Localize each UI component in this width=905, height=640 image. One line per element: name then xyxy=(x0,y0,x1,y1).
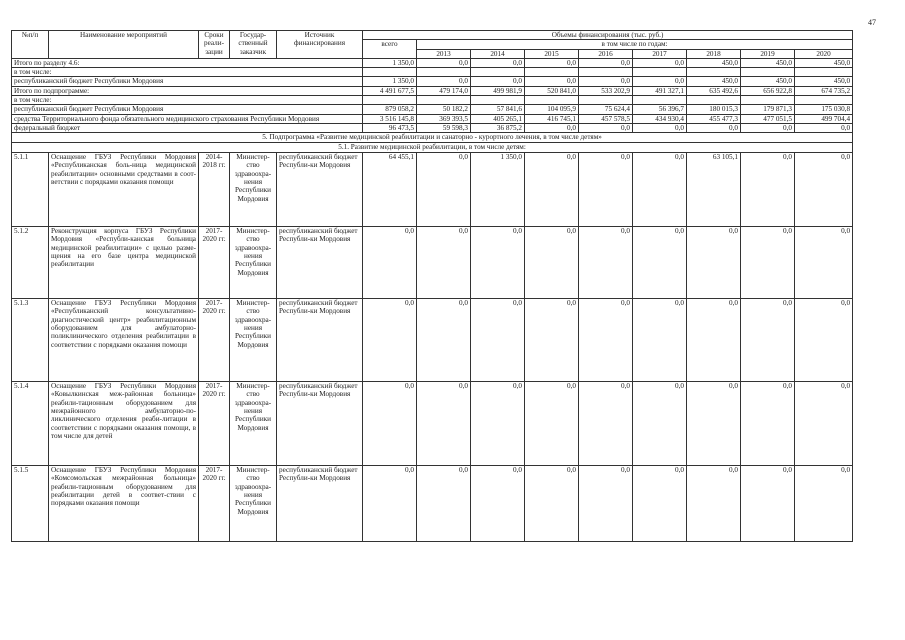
header-year: 2014 xyxy=(471,49,525,58)
summary-value: 457 578,5 xyxy=(579,114,633,123)
item-value: 0,0 xyxy=(471,227,525,299)
item-name: Оснащение ГБУЗ Республики Мордовия «Ковылкинская меж-районная больница» реабили-тационным оборудованием для межрайонного амбулаторно-по-ликлинического отделения реаби-литации в соответствии с порядками оказания помощи, в том числе для детей xyxy=(49,382,199,466)
summary-value: 455 477,3 xyxy=(687,114,741,123)
summary-value: 477 051,5 xyxy=(741,114,795,123)
item-source: республиканский бюджет Республи-ки Мордовия xyxy=(277,299,363,382)
item-value: 0,0 xyxy=(795,382,853,466)
item-customer: Министер-ство здравоохра-нения Республики Мордовия xyxy=(230,382,277,466)
item-customer: Министер-ство здравоохра-нения Республики Мордовия xyxy=(230,299,277,382)
item-value: 0,0 xyxy=(795,153,853,227)
header-by-year: в том числе по годам: xyxy=(417,40,853,49)
header-source: Источник финансирования xyxy=(277,31,363,59)
header-year: 2019 xyxy=(741,49,795,58)
item-total: 64 455,1 xyxy=(363,153,417,227)
summary-value xyxy=(417,95,471,104)
item-value: 0,0 xyxy=(525,227,579,299)
summary-value: 180 015,3 xyxy=(687,105,741,114)
summary-value: 491 327,1 xyxy=(633,86,687,95)
header-num: №п/п xyxy=(12,31,49,59)
summary-value: 0,0 xyxy=(795,123,853,132)
item-customer: Министер-ство здравоохра-нения Республики Мордовия xyxy=(230,153,277,227)
table-row xyxy=(12,466,853,542)
header-year: 2015 xyxy=(525,49,579,58)
summary-label: в том числе: xyxy=(12,95,363,104)
summary-value: 656 922,8 xyxy=(741,86,795,95)
item-value: 0,0 xyxy=(741,227,795,299)
item-value: 0,0 xyxy=(579,299,633,382)
item-value: 0,0 xyxy=(525,382,579,466)
summary-value: 499 704,4 xyxy=(795,114,853,123)
item-value: 0,0 xyxy=(687,382,741,466)
summary-value: 0,0 xyxy=(525,77,579,86)
summary-value xyxy=(741,68,795,77)
section-5-title: 5. Подпрограмма «Развитие медицинской реабилитации и санаторно - курортного лечения, в том числе детям» xyxy=(12,133,853,143)
summary-label: федеральный бюджет xyxy=(12,123,363,132)
item-source: республиканский бюджет Республи-ки Мордовия xyxy=(277,466,363,542)
item-value: 0,0 xyxy=(579,466,633,542)
summary-value: 416 745,1 xyxy=(525,114,579,123)
item-value: 0,0 xyxy=(633,299,687,382)
item-terms: 2017-2020 гг. xyxy=(199,227,230,299)
item-number: 5.1.1 xyxy=(12,153,49,227)
section-row xyxy=(12,133,853,143)
summary-label: республиканский бюджет Республики Мордовия xyxy=(12,105,363,114)
summary-value: 479 174,0 xyxy=(417,86,471,95)
summary-total xyxy=(363,68,417,77)
item-number: 5.1.4 xyxy=(12,382,49,466)
summary-value xyxy=(633,95,687,104)
summary-label: в том числе: xyxy=(12,68,363,77)
summary-row xyxy=(12,58,853,67)
item-value: 0,0 xyxy=(633,466,687,542)
summary-value: 674 735,2 xyxy=(795,86,853,95)
item-value: 0,0 xyxy=(471,299,525,382)
summary-label: республиканский бюджет Республики Мордовия xyxy=(12,77,363,86)
header-total: всего xyxy=(363,40,417,59)
item-value: 0,0 xyxy=(417,466,471,542)
summary-total: 1 350,0 xyxy=(363,77,417,86)
table-row xyxy=(12,153,853,227)
summary-value: 533 202,9 xyxy=(579,86,633,95)
summary-row xyxy=(12,68,853,77)
summary-total: 96 473,5 xyxy=(363,123,417,132)
summary-value: 450,0 xyxy=(687,77,741,86)
summary-value: 0,0 xyxy=(525,123,579,132)
item-name: Оснащение ГБУЗ Республики Мордовия «Республиканский консультативно-диагностический центр» реабилитационным оборудованием для амбулаторно-поликлинического отделения реабилитации в соответствии с порядками оказания помощи xyxy=(49,299,199,382)
section-5-1-title: 5.1. Развитие медицинской реабилитации, в том числе детям: xyxy=(12,143,853,153)
summary-value: 0,0 xyxy=(579,58,633,67)
header-year: 2017 xyxy=(633,49,687,58)
item-value: 0,0 xyxy=(579,227,633,299)
header-year: 2016 xyxy=(579,49,633,58)
item-value: 0,0 xyxy=(471,382,525,466)
page-number: 47 xyxy=(868,18,876,27)
summary-value: 0,0 xyxy=(633,123,687,132)
item-value: 0,0 xyxy=(633,227,687,299)
item-customer: Министер-ство здравоохра-нения Республики Мордовия xyxy=(230,466,277,542)
summary-value: 450,0 xyxy=(741,77,795,86)
summary-label: Итого по разделу 4.6: xyxy=(12,58,363,67)
header-terms: Сроки реали-зации xyxy=(199,31,230,59)
item-number: 5.1.3 xyxy=(12,299,49,382)
summary-value: 0,0 xyxy=(417,77,471,86)
summary-value: 450,0 xyxy=(687,58,741,67)
summary-row xyxy=(12,77,853,86)
summary-total: 1 350,0 xyxy=(363,58,417,67)
summary-value xyxy=(471,68,525,77)
header-year: 2018 xyxy=(687,49,741,58)
item-value: 0,0 xyxy=(633,382,687,466)
summary-value: 405 265,1 xyxy=(471,114,525,123)
summary-value: 520 841,0 xyxy=(525,86,579,95)
item-total: 0,0 xyxy=(363,227,417,299)
summary-value: 450,0 xyxy=(741,58,795,67)
item-name: Оснащение ГБУЗ Республики Мордовия «Комсомольская межрайонная больница» реабили-тационным оборудованием для реабилитации детей в соответ-ствии с порядками оказания помощи xyxy=(49,466,199,542)
summary-value xyxy=(687,68,741,77)
summary-row xyxy=(12,86,853,95)
summary-value: 50 182,2 xyxy=(417,105,471,114)
summary-value: 0,0 xyxy=(741,123,795,132)
item-terms: 2014-2018 гг. xyxy=(199,153,230,227)
summary-value: 0,0 xyxy=(633,58,687,67)
summary-label: средства Территориального фонда обязательного медицинского страхования Республики Мордовия xyxy=(12,114,363,123)
summary-value: 56 396,7 xyxy=(633,105,687,114)
summary-row xyxy=(12,123,853,132)
item-value: 0,0 xyxy=(687,227,741,299)
header-volumes: Объемы финансирования (тыс. руб.) xyxy=(363,31,853,40)
summary-total: 3 516 145,8 xyxy=(363,114,417,123)
item-value: 0,0 xyxy=(741,299,795,382)
summary-value: 0,0 xyxy=(417,58,471,67)
item-total: 0,0 xyxy=(363,299,417,382)
item-source: республиканский бюджет Республи-ки Мордовия xyxy=(277,382,363,466)
financing-table xyxy=(11,30,853,542)
item-value: 0,0 xyxy=(525,153,579,227)
item-terms: 2017-2020 гг. xyxy=(199,299,230,382)
table-row xyxy=(12,382,853,466)
summary-value: 59 598,3 xyxy=(417,123,471,132)
item-value: 0,0 xyxy=(633,153,687,227)
summary-value xyxy=(417,68,471,77)
summary-total xyxy=(363,95,417,104)
summary-value: 499 981,9 xyxy=(471,86,525,95)
item-name: Оснащение ГБУЗ Республики Мордовия «Республиканская боль-ница медицинской реабилитации» основными средствами в соот-ветствии с порядками оказания помощи xyxy=(49,153,199,227)
item-value: 63 105,1 xyxy=(687,153,741,227)
item-value: 0,0 xyxy=(417,153,471,227)
summary-value xyxy=(687,95,741,104)
summary-value: 104 095,9 xyxy=(525,105,579,114)
item-value: 0,0 xyxy=(417,382,471,466)
header-year: 2013 xyxy=(417,49,471,58)
summary-value: 0,0 xyxy=(525,58,579,67)
item-value: 0,0 xyxy=(741,382,795,466)
summary-row xyxy=(12,105,853,114)
item-value: 0,0 xyxy=(741,153,795,227)
summary-value: 0,0 xyxy=(471,77,525,86)
summary-value xyxy=(579,68,633,77)
summary-value: 635 492,6 xyxy=(687,86,741,95)
summary-label: Итого по подпрограмме: xyxy=(12,86,363,95)
item-value: 0,0 xyxy=(795,466,853,542)
item-value: 0,0 xyxy=(525,299,579,382)
item-value: 0,0 xyxy=(417,227,471,299)
item-number: 5.1.2 xyxy=(12,227,49,299)
header-name: Наименование мероприятий xyxy=(49,31,199,59)
summary-value: 175 030,8 xyxy=(795,105,853,114)
summary-value xyxy=(525,68,579,77)
summary-value: 0,0 xyxy=(579,123,633,132)
item-total: 0,0 xyxy=(363,382,417,466)
summary-value xyxy=(471,95,525,104)
summary-value: 0,0 xyxy=(687,123,741,132)
item-terms: 2017-2020 гг. xyxy=(199,466,230,542)
header-customer: Государ-ственный заказчик xyxy=(230,31,277,59)
item-source: республиканский бюджет Республи-ки Мордовия xyxy=(277,227,363,299)
summary-value: 0,0 xyxy=(579,77,633,86)
item-value: 0,0 xyxy=(417,299,471,382)
table-row xyxy=(12,227,853,299)
section-row xyxy=(12,143,853,153)
item-value: 0,0 xyxy=(687,466,741,542)
item-customer: Министер-ство здравоохра-нения Республики Мордовия xyxy=(230,227,277,299)
summary-value: 450,0 xyxy=(795,58,853,67)
summary-row xyxy=(12,95,853,104)
summary-value xyxy=(633,68,687,77)
item-value: 0,0 xyxy=(687,299,741,382)
summary-value: 179 871,3 xyxy=(741,105,795,114)
summary-row xyxy=(12,114,853,123)
item-value: 0,0 xyxy=(579,153,633,227)
summary-value: 369 393,5 xyxy=(417,114,471,123)
item-source: республиканский бюджет Республи-ки Мордовия xyxy=(277,153,363,227)
item-name: Реконструкция корпуса ГБУЗ Республики Мордовия «Республи-канская больница медицинской реабилитации» с целью разме-щения на его базе центра медицинской реабилитации xyxy=(49,227,199,299)
summary-value xyxy=(795,68,853,77)
summary-value: 0,0 xyxy=(471,58,525,67)
item-value: 0,0 xyxy=(795,299,853,382)
summary-value xyxy=(525,95,579,104)
item-number: 5.1.5 xyxy=(12,466,49,542)
summary-value: 434 930,4 xyxy=(633,114,687,123)
summary-total: 4 491 677,5 xyxy=(363,86,417,95)
item-value: 1 350,0 xyxy=(471,153,525,227)
summary-value xyxy=(579,95,633,104)
summary-value: 36 875,2 xyxy=(471,123,525,132)
summary-value: 450,0 xyxy=(795,77,853,86)
summary-total: 879 058,2 xyxy=(363,105,417,114)
summary-value: 0,0 xyxy=(633,77,687,86)
item-value: 0,0 xyxy=(471,466,525,542)
header-year: 2020 xyxy=(795,49,853,58)
summary-value: 57 841,6 xyxy=(471,105,525,114)
summary-value xyxy=(741,95,795,104)
item-terms: 2017-2020 гг. xyxy=(199,382,230,466)
table-row xyxy=(12,299,853,382)
summary-value: 75 624,4 xyxy=(579,105,633,114)
header-row-1 xyxy=(12,31,853,40)
summary-value xyxy=(795,95,853,104)
item-value: 0,0 xyxy=(795,227,853,299)
item-total: 0,0 xyxy=(363,466,417,542)
item-value: 0,0 xyxy=(741,466,795,542)
item-value: 0,0 xyxy=(579,382,633,466)
item-value: 0,0 xyxy=(525,466,579,542)
